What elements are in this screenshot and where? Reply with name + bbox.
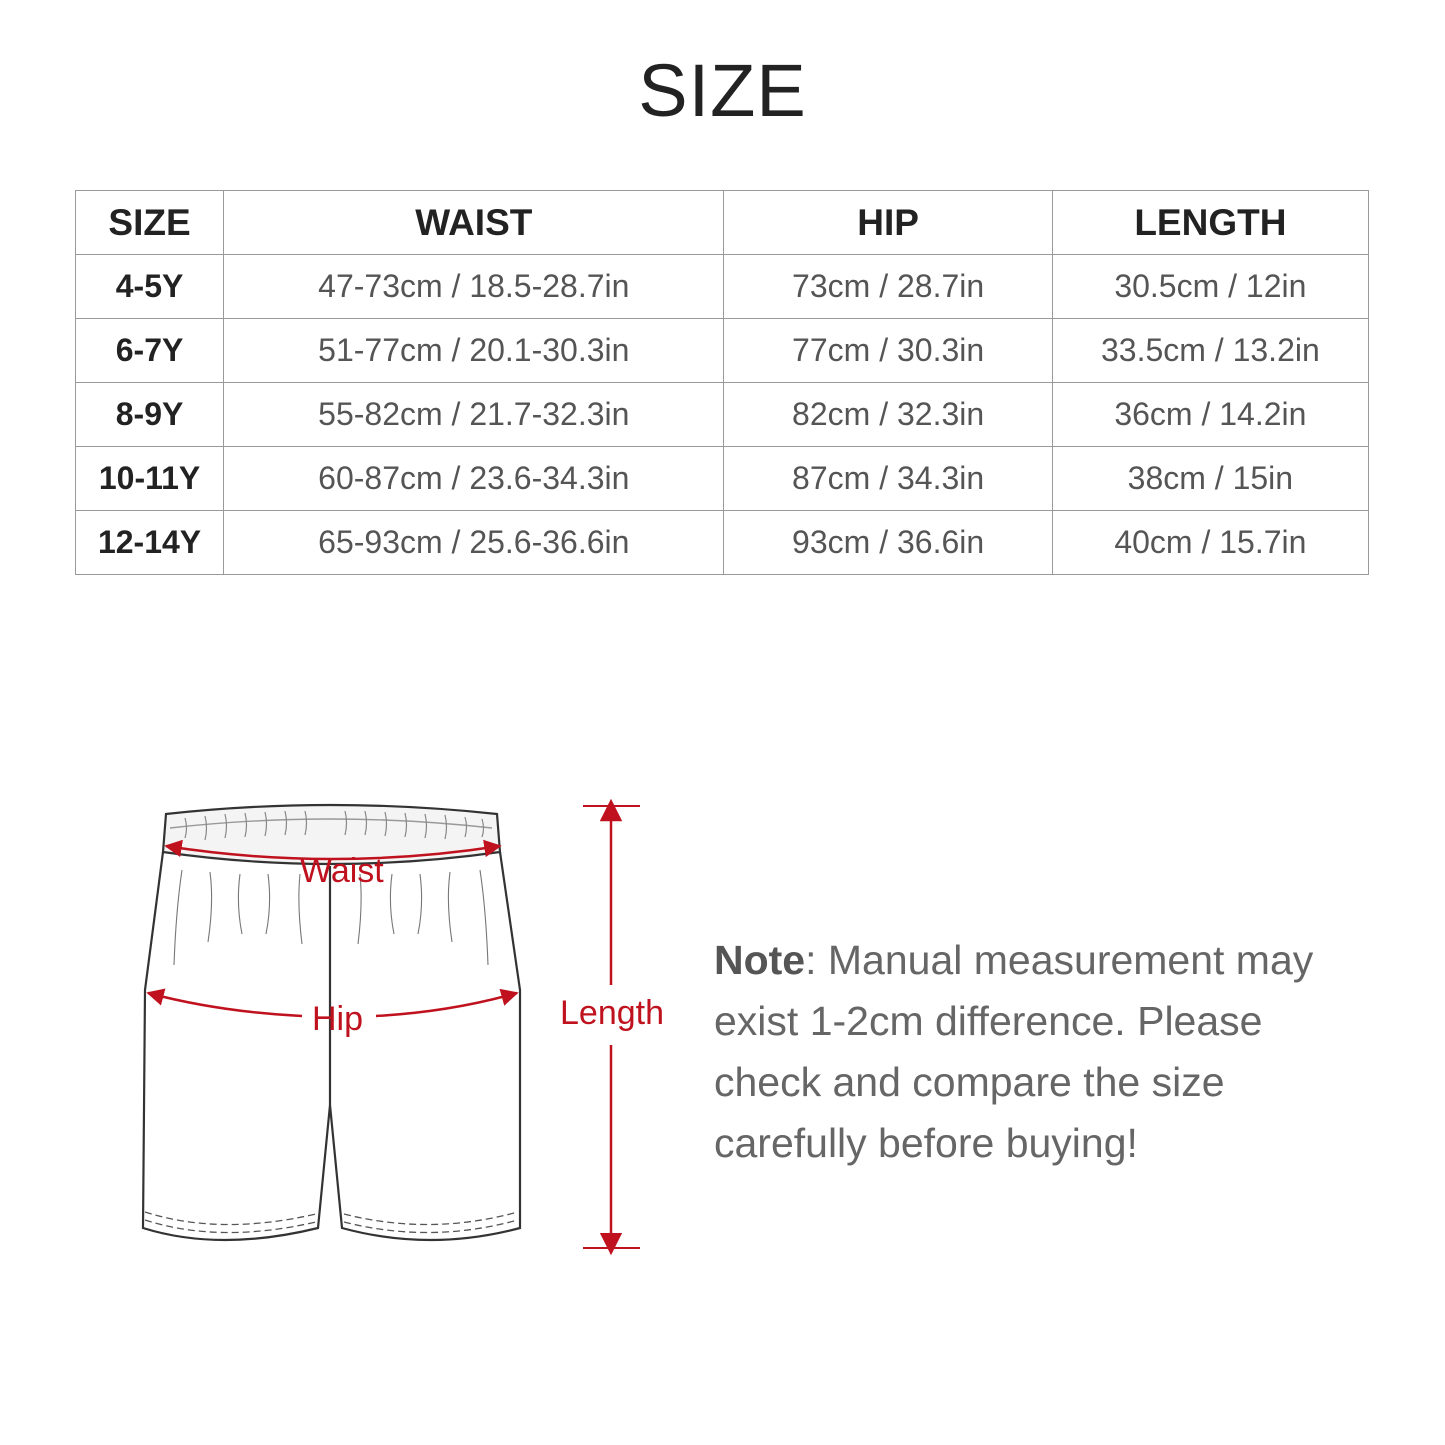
header-length: LENGTH	[1052, 191, 1368, 255]
hip-arrow-left	[148, 993, 302, 1016]
hip-cell: 93cm / 36.6in	[724, 511, 1052, 575]
length-cell: 33.5cm / 13.2in	[1052, 319, 1368, 383]
table-row	[76, 319, 1369, 383]
hip-arrow-right	[376, 993, 517, 1016]
hip-label: Hip	[312, 1000, 364, 1038]
waist-cell: 51-77cm / 20.1-30.3in	[224, 319, 724, 383]
size-cell: 4-5Y	[76, 255, 224, 319]
waist-cell: 55-82cm / 21.7-32.3in	[224, 383, 724, 447]
waist-label: Waist	[300, 852, 384, 890]
length-cell: 30.5cm / 12in	[1052, 255, 1368, 319]
note-text: : Manual measurement may exist 1-2cm difference. Please check and compare the size carefully before buying!	[714, 937, 1314, 1166]
table-row	[76, 255, 1369, 319]
hip-cell: 77cm / 30.3in	[724, 319, 1052, 383]
measurement-note	[714, 930, 1374, 1174]
waist-cell: 60-87cm / 23.6-34.3in	[224, 447, 724, 511]
table-row	[76, 511, 1369, 575]
table-row	[76, 383, 1369, 447]
size-cell: 6-7Y	[76, 319, 224, 383]
hip-cell: 82cm / 32.3in	[724, 383, 1052, 447]
size-cell: 10-11Y	[76, 447, 224, 511]
header-hip: HIP	[724, 191, 1052, 255]
table-row	[76, 447, 1369, 511]
shorts-measurement-diagram	[0, 760, 720, 1300]
length-cell: 36cm / 14.2in	[1052, 383, 1368, 447]
note-label: Note	[714, 937, 806, 983]
hip-cell: 73cm / 28.7in	[724, 255, 1052, 319]
waist-cell: 65-93cm / 25.6-36.6in	[224, 511, 724, 575]
waist-cell: 47-73cm / 18.5-28.7in	[224, 255, 724, 319]
size-cell: 8-9Y	[76, 383, 224, 447]
page-title: SIZE	[638, 49, 807, 132]
length-cell: 38cm / 15in	[1052, 447, 1368, 511]
length-cell: 40cm / 15.7in	[1052, 511, 1368, 575]
table-header-row	[76, 191, 1369, 255]
hip-cell: 87cm / 34.3in	[724, 447, 1052, 511]
size-chart-table	[75, 190, 1369, 575]
header-waist: WAIST	[224, 191, 724, 255]
size-cell: 12-14Y	[76, 511, 224, 575]
length-label: Length	[560, 994, 664, 1032]
header-size: SIZE	[76, 191, 224, 255]
